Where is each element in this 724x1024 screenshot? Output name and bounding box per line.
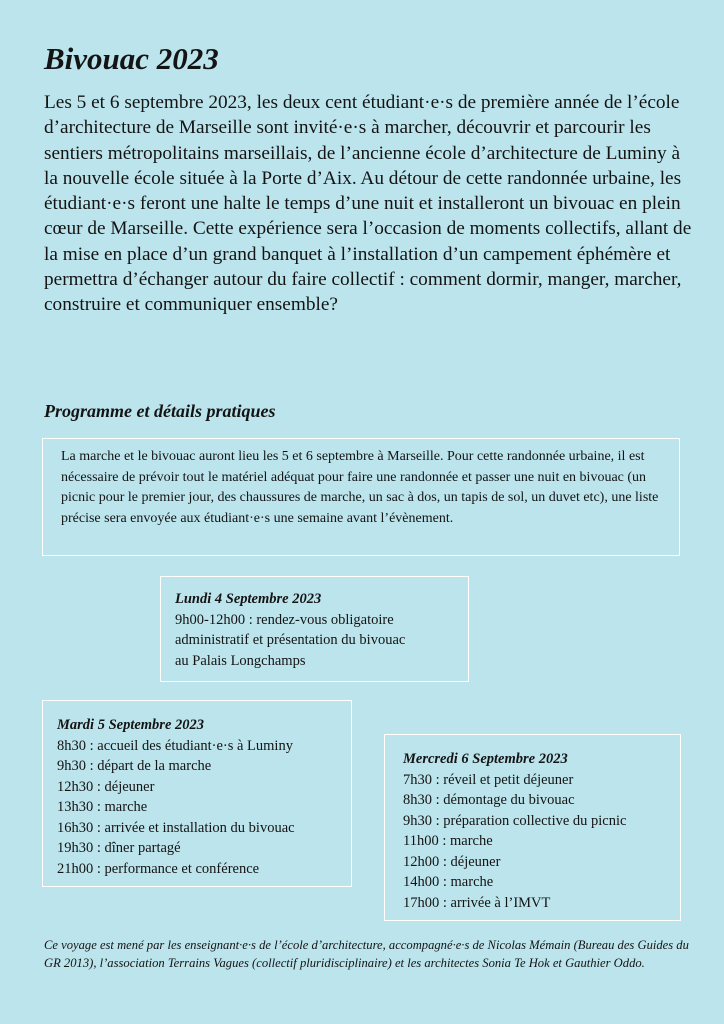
schedule-row: 11h00 : marche	[403, 833, 493, 849]
schedule-row: 19h30 : dîner partagé	[57, 840, 181, 856]
schedule-row: 12h30 : déjeuner	[57, 778, 155, 795]
tuesday-title: Mardi 5 Septembre 2023	[57, 717, 205, 733]
schedule-row: 9h30 : préparation collective du picnic	[403, 812, 627, 829]
section-subtitle: Programme et détails pratiques	[44, 401, 276, 421]
schedule-row: 14h00 : marche	[403, 874, 494, 890]
wednesday-title: Mercredi 6 Septembre 2023	[403, 751, 568, 767]
practical-details-box: La marche et le bivouac auront lieu les 5 et 6 septembre à Marseille. Pour cette randonnée urbaine, il est nécessaire de prévoir tout le matériel adéquat pour faire une randonnée et passer une nuit en bivouac (un picnic pour le premier jour, des chaussures de marche, un sac à dos, un tapis de sol, un duvet etc), une liste précise sera envoyée aux étudiant·e·s une semaine avant l’évènement.	[42, 438, 680, 556]
credits-note: Ce voyage est mené par les enseignant·e·s de l’école d’architecture, accompagné·e·s de Nicolas Mémain (Bureau des Guides du GR 2013), l’association Terrains Vagues (collectif pluridisciplinaire) et les architectes Sonia Te Hok et Gauthier Oddo.	[44, 938, 689, 970]
monday-title: Lundi 4 Septembre 2023	[175, 591, 322, 607]
schedule-row: au Palais Longchamps	[175, 652, 306, 669]
tuesday-schedule-box	[42, 700, 352, 887]
page-title: Bivouac 2023	[44, 41, 219, 76]
monday-schedule-box	[160, 576, 469, 682]
schedule-row: 8h30 : démontage du bivouac	[403, 792, 575, 808]
intro-paragraph: Les 5 et 6 septembre 2023, les deux cent étudiant·e·s de première année de l’école d’architecture de Marseille sont invité·e·s à marcher, découvrir et parcourir les sentiers métropolitains marseillais, de l’ancienne école d’architecture de Luminy à la nouvelle école située à la Porte d’Aix. Au détour de cette randonnée urbaine, les étudiant·e·s feront une halte le temps d’une nuit et installeront un bivouac en plein cœur de Marseille. Cette expérience sera l’occasion de moments collectifs, allant de la mise en place d’un grand banquet à l’installation d’un campement éphémère et permettra d’échanger autour du faire collectif : comment dormir, manger, marcher, construire et communiquer ensemble?	[44, 92, 692, 316]
schedule-row: 9h30 : départ de la marche	[57, 758, 212, 774]
schedule-row: 7h30 : réveil et petit déjeuner	[403, 771, 574, 788]
schedule-row: 17h00 : arrivée à l’IMVT	[403, 894, 551, 911]
wednesday-schedule-box	[384, 734, 681, 921]
schedule-row: 13h30 : marche	[57, 799, 148, 815]
schedule-row: administratif et présentation du bivouac	[175, 632, 406, 648]
schedule-row: 16h30 : arrivée et installation du bivouac	[57, 819, 295, 836]
schedule-row: 12h00 : déjeuner	[403, 853, 501, 870]
schedule-row: 21h00 : performance et conférence	[57, 860, 260, 877]
schedule-row: 9h00-12h00 : rendez-vous obligatoire	[175, 611, 394, 628]
schedule-row: 8h30 : accueil des étudiant·e·s à Luminy	[57, 737, 293, 754]
